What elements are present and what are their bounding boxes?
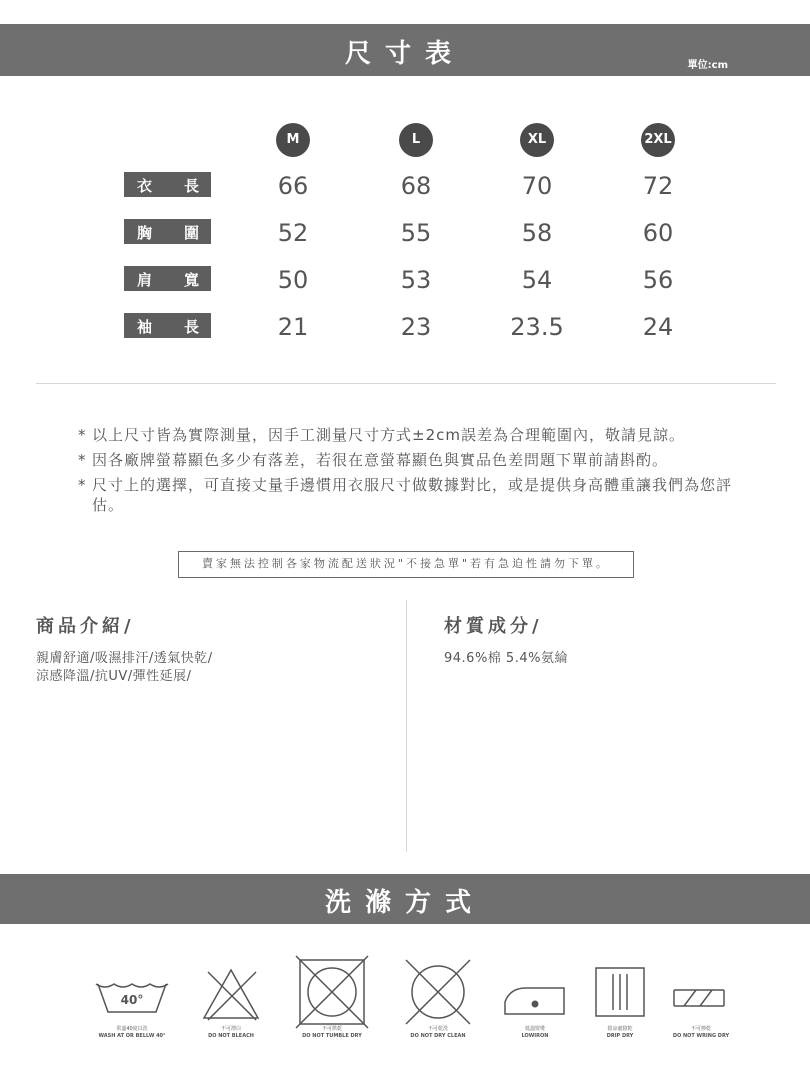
column-divider xyxy=(406,600,407,852)
asterisk: * xyxy=(78,426,87,444)
wash-caption xyxy=(402,1026,474,1040)
table-cell: 54 xyxy=(521,266,553,294)
size-chart-title: 尺寸表 xyxy=(344,39,465,69)
table-cell: 56 xyxy=(642,266,674,294)
no-bleach-icon xyxy=(200,966,262,1026)
size-header-2xl: 2XL xyxy=(641,123,675,157)
row-label-shoulder xyxy=(124,266,211,291)
table-cell: 53 xyxy=(400,266,432,294)
no-dry-clean-icon xyxy=(402,956,474,1032)
wash-caption xyxy=(588,1026,652,1040)
row-label-chest xyxy=(124,219,211,244)
no-wring-icon xyxy=(668,984,730,1016)
no-tumble-dry-icon xyxy=(294,954,370,1034)
table-cell: 60 xyxy=(642,219,674,247)
section-divider xyxy=(36,383,776,384)
table-cell: 23 xyxy=(400,313,432,341)
table-cell: 50 xyxy=(277,266,309,294)
note-item xyxy=(78,450,758,470)
wash-40-icon xyxy=(94,980,170,1020)
wash-caption xyxy=(196,1026,266,1040)
row-label-length xyxy=(124,172,211,197)
note-item xyxy=(78,475,758,515)
size-header-xl: XL xyxy=(520,123,554,157)
row-label-char: 衣 xyxy=(137,177,153,195)
table-cell: 21 xyxy=(277,313,309,341)
material-text: 94.6%棉 5.4%氨綸 xyxy=(444,651,568,666)
row-label-char: 肩 xyxy=(137,271,153,289)
note-text: 尺寸上的選擇，可直接丈量手邊慣用衣服尺寸做數據對比，或是提供身高體重讓我們為您評估。 xyxy=(92,476,733,514)
wash-caption xyxy=(666,1026,736,1040)
wash-caption-zh: 不可烘乾 xyxy=(321,1026,342,1032)
unit-label: 單位:cm xyxy=(687,60,728,71)
table-cell: 52 xyxy=(277,219,309,247)
size-chart-header xyxy=(0,24,810,76)
wash-caption xyxy=(502,1026,568,1040)
table-cell: 66 xyxy=(277,172,309,200)
wash-caption-zh: 不可漂白 xyxy=(220,1026,241,1032)
row-label-char: 寬 xyxy=(183,271,199,289)
wash-caption-en: DO NOT BLEACH xyxy=(208,1033,254,1039)
wash-caption-zh: 低溫熨燙 xyxy=(524,1026,545,1032)
low-iron-icon xyxy=(502,982,568,1022)
wash-caption xyxy=(94,1026,170,1040)
drip-dry-icon xyxy=(594,966,646,1022)
asterisk: * xyxy=(78,476,87,494)
wash-caption-en: DO NOT TUMBLE DRY xyxy=(302,1033,362,1039)
table-cell: 24 xyxy=(642,313,674,341)
product-intro-line: 親膚舒適/吸濕排汗/透氣快乾/ xyxy=(36,651,213,666)
material-title: 材質成分/ xyxy=(444,616,543,637)
table-cell: 72 xyxy=(642,172,674,200)
wash-caption-en: DO NOT WRING DRY xyxy=(672,1033,730,1039)
asterisk: * xyxy=(78,451,87,469)
row-label-char: 長 xyxy=(183,177,199,195)
wash-caption-en: DO NOT DRY CLEAN xyxy=(410,1033,466,1039)
wash-title: 洗滌方式 xyxy=(324,888,485,918)
wash-caption-en: LOWIRON xyxy=(521,1033,549,1039)
row-label-char: 袖 xyxy=(137,318,153,336)
wash-temperature: 40° xyxy=(120,993,144,1007)
wash-caption-zh: 不可擰乾 xyxy=(690,1026,711,1032)
wash-caption-en: DRIP DRY xyxy=(606,1033,634,1039)
row-label-sleeve xyxy=(124,313,211,338)
note-text: 因各廠牌螢幕顯色多少有落差，若很在意螢幕顯色與實品色差問題下單前請斟酌。 xyxy=(92,451,669,469)
row-label-char: 長 xyxy=(183,318,199,336)
size-header-l: L xyxy=(399,123,433,157)
table-cell: 55 xyxy=(400,219,432,247)
product-intro-title: 商品介紹/ xyxy=(36,616,135,637)
wash-header xyxy=(0,874,810,924)
wash-caption-zh: 常溫40度以洗 xyxy=(116,1026,148,1032)
note-item xyxy=(78,425,758,445)
table-cell: 68 xyxy=(400,172,432,200)
table-cell: 58 xyxy=(521,219,553,247)
table-cell: 23.5 xyxy=(510,313,564,341)
note-text: 以上尺寸皆為實際測量，因手工測量尺寸方式±2cm誤差為合理範圍內，敬請見諒。 xyxy=(92,426,685,444)
wash-caption xyxy=(294,1026,370,1040)
wash-caption-zh: 不可乾洗 xyxy=(427,1026,448,1032)
row-label-char: 圍 xyxy=(183,224,199,242)
table-cell: 70 xyxy=(521,172,553,200)
size-header-m: M xyxy=(276,123,310,157)
shipping-notice: 賣家無法控制各家物流配送狀況"不接急單"若有急迫性請勿下單。 xyxy=(178,551,634,578)
wash-caption-zh: 陰涼處陰乾 xyxy=(607,1026,633,1032)
product-intro-line: 涼感降溫/抗UV/彈性延展/ xyxy=(36,669,192,684)
wash-caption-en: WASH AT OR BELLW 40° xyxy=(98,1033,166,1039)
row-label-char: 胸 xyxy=(137,224,153,242)
